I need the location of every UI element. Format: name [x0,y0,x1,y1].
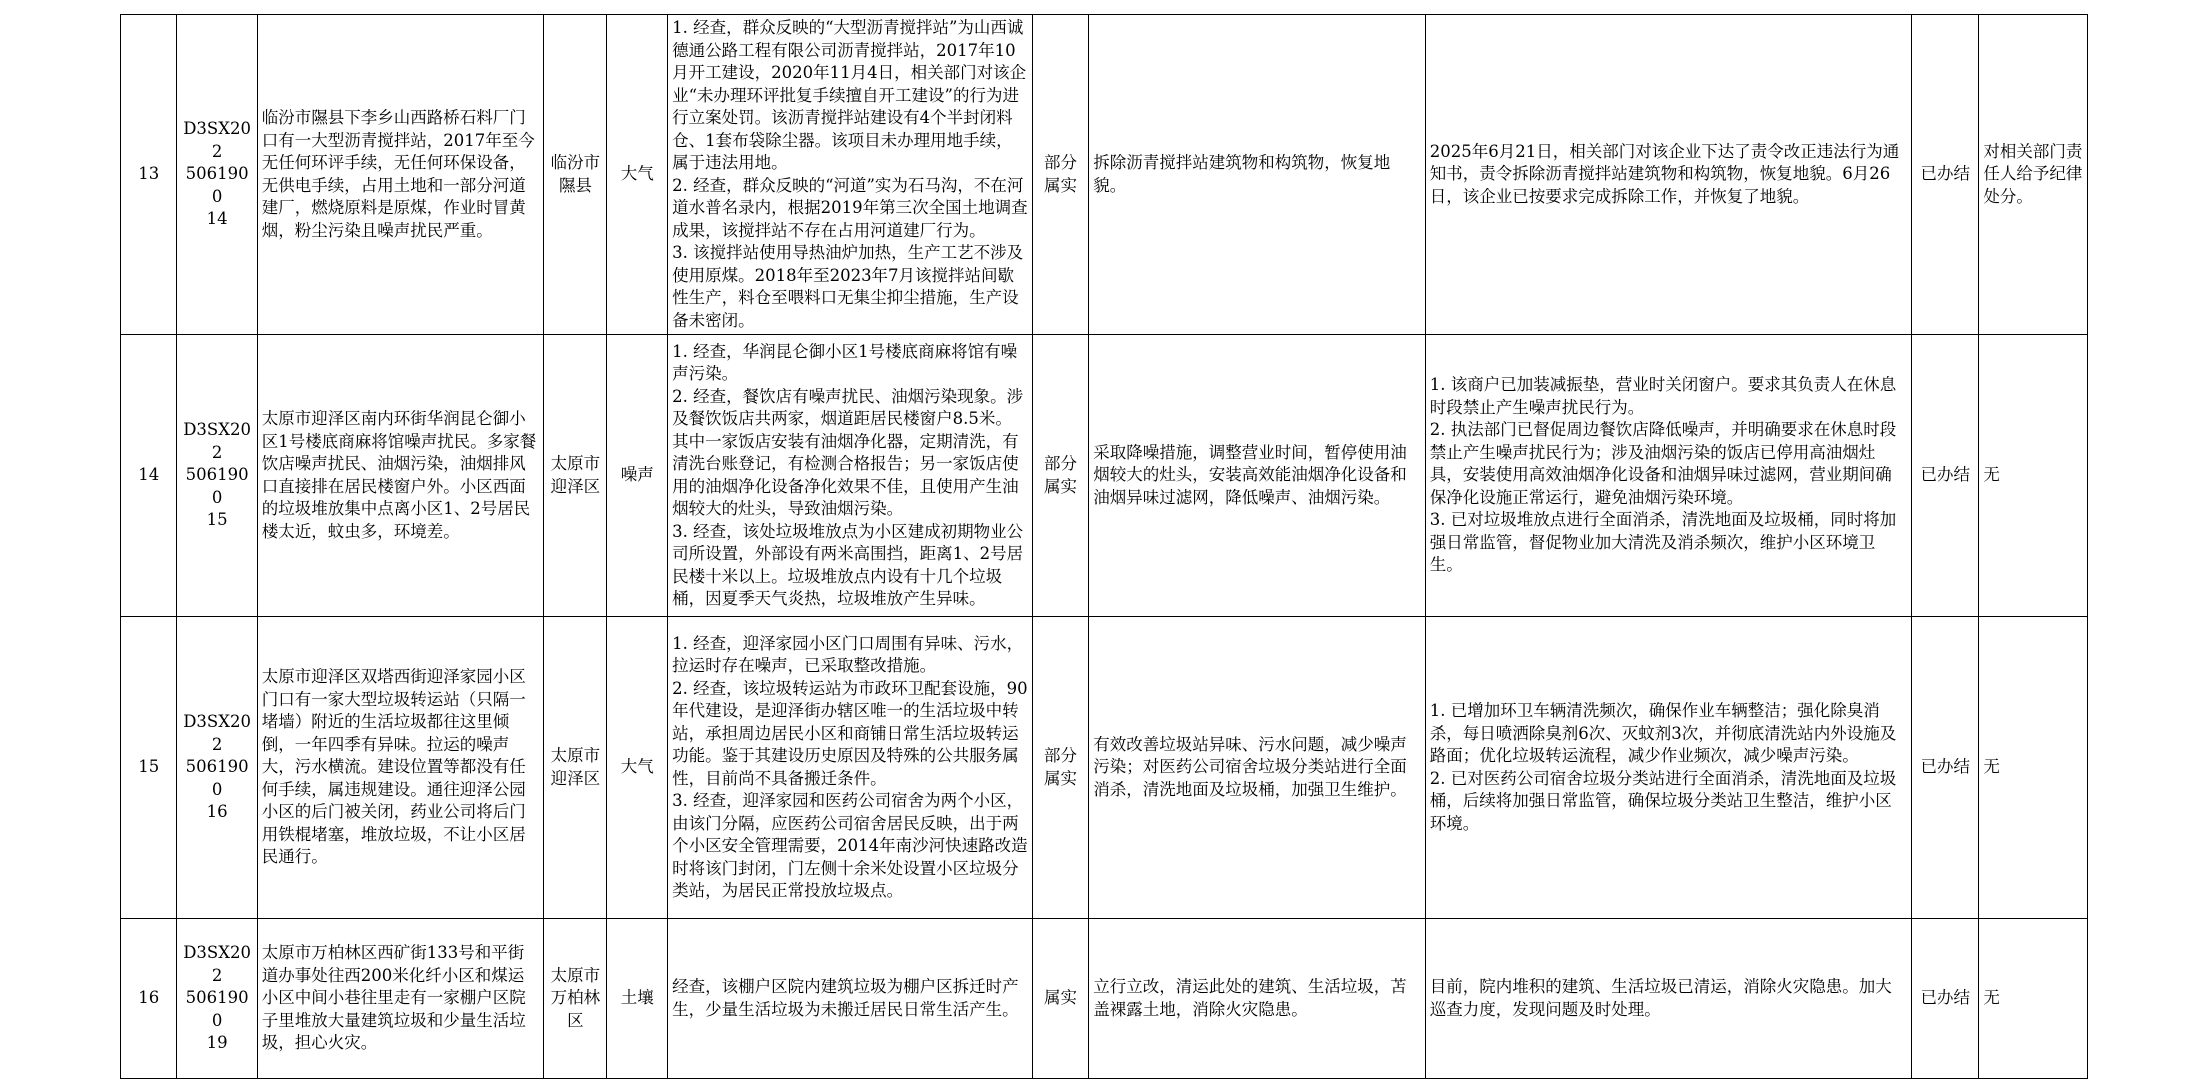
accountability: 无 [1979,919,2088,1079]
pollution-type: 大气 [607,617,668,919]
pollution-type: 噪声 [607,335,668,617]
pollution-type: 大气 [607,15,668,335]
case-code: D3SX202 5061900 14 [177,15,257,335]
progress: 2025年6月21日，相关部门对该企业下达了责令改正违法行为通知书，责令拆除沥青搅拌站建筑物和构筑物，恢复地貌。6月26日，该企业已按要求完成拆除工作，并恢复了地貌。 [1425,15,1911,335]
complaint-content: 临汾市隰县下李乡山西路桥石料厂门口有一大型沥青搅拌站，2017年至今无任何环评手续，无任何环保设备，无供电手续，占用土地和一部分河道建厂，燃烧原料是原煤，作业时冒黄烟，粉尘污染且噪声扰民严重。 [257,15,544,335]
verdict: 属实 [1032,919,1088,1079]
row-number: 14 [121,335,177,617]
rectification-measures: 有效改善垃圾站异味、污水问题，减少噪声污染；对医药公司宿舍垃圾分类站进行全面消杀，清洗地面及垃圾桶，加强卫生维护。 [1089,617,1426,919]
investigation-findings: 1. 经查，群众反映的“大型沥青搅拌站”为山西诚德通公路工程有限公司沥青搅拌站，2017年10月开工建设，2020年11月4日，相关部门对该企业“未办理环评批复手续擅自开工建设”的行为进行立案处罚。该沥青搅拌站建设有4个半封闭料仓、1套布袋除尘器。该项目未办理用地手续，属于违法用地。 2. 经查，群众反映的“河道”实为石马沟，不在河道水普名录内，根据2019年第三次全国土地调查成果，该搅拌站不存在占用河道建厂行为。 3. 该搅拌站使用导热油炉加热，生产工艺不涉及使用原煤。2018年至2023年7月该搅拌站间歇性生产，料仓至喂料口无集尘抑尘措施，生产设备未密闭。 [668,15,1033,335]
accountability: 无 [1979,617,2088,919]
progress: 1. 该商户已加装减振垫，营业时关闭窗户。要求其负责人在休息时段禁止产生噪声扰民行为。 2. 执法部门已督促周边餐饮店降低噪声，并明确要求在休息时段禁止产生噪声扰民行为；涉及油烟污染的饭店已停用高油烟灶具，安装使用高效油烟净化设备和油烟异味过滤网，营业期间确保净化设施正常运行，避免油烟污染环境。 3. 已对垃圾堆放点进行全面消杀，清洗地面及垃圾桶，同时将加强日常监管，督促物业加大清洗及消杀频次，维护小区环境卫生。 [1425,335,1911,617]
case-code: D3SX202 5061900 15 [177,335,257,617]
case-table [120,14,2088,1079]
status: 已办结 [1912,335,1979,617]
table-row [121,617,2088,919]
location: 临汾市隰县 [544,15,607,335]
verdict: 部分属实 [1032,335,1088,617]
verdict: 部分属实 [1032,15,1088,335]
row-number: 16 [121,919,177,1079]
status: 已办结 [1912,15,1979,335]
location: 太原市迎泽区 [544,335,607,617]
accountability: 对相关部门责任人给予纪律处分。 [1979,15,2088,335]
progress: 1. 已增加环卫车辆清洗频次，确保作业车辆整洁；强化除臭消杀，每日喷洒除臭剂6次、灭蚊剂3次，并彻底清洗站内外设施及路面；优化垃圾转运流程，减少作业频次，减少噪声污染。 2. 已对医药公司宿舍垃圾分类站进行全面消杀，清洗地面及垃圾桶，后续将加强日常监管，确保垃圾分类站卫生整洁，维护小区环境。 [1425,617,1911,919]
investigation-findings: 1. 经查，华润昆仑御小区1号楼底商麻将馆有噪声污染。 2. 经查，餐饮店有噪声扰民、油烟污染现象。涉及餐饮饭店共两家，烟道距居民楼窗户8.5米。其中一家饭店安装有油烟净化器，定期清洗，有清洗台账登记，有检测合格报告；另一家饭店使用的油烟净化设备净化效果不佳，且使用产生油烟较大的灶头，导致油烟污染。 3. 经查，该处垃圾堆放点为小区建成初期物业公司所设置，外部设有两米高围挡，距离1、2号居民楼十米以上。垃圾堆放点内设有十几个垃圾桶，因夏季天气炎热，垃圾堆放产生异味。 [668,335,1033,617]
complaint-content: 太原市迎泽区南内环街华润昆仑御小区1号楼底商麻将馆噪声扰民。多家餐饮店噪声扰民、油烟污染，油烟排风口直接排在居民楼窗户外。小区西面的垃圾堆放集中点离小区1、2号居民楼太近，蚊虫多，环境差。 [257,335,544,617]
rectification-measures: 立行立改，清运此处的建筑、生活垃圾，苫盖裸露土地，消除火灾隐患。 [1089,919,1426,1079]
table-row [121,15,2088,335]
investigation-findings: 经查，该棚户区院内建筑垃圾为棚户区拆迁时产生，少量生活垃圾为未搬迁居民日常生活产生。 [668,919,1033,1079]
location: 太原市万柏林区 [544,919,607,1079]
rectification-measures: 拆除沥青搅拌站建筑物和构筑物，恢复地貌。 [1089,15,1426,335]
status: 已办结 [1912,919,1979,1079]
row-number: 15 [121,617,177,919]
complaint-content: 太原市迎泽区双塔西街迎泽家园小区门口有一家大型垃圾转运站（只隔一堵墙）附近的生活垃圾都往这里倾倒，一年四季有异味。拉运的噪声大，污水横流。建设位置等都没有任何手续，属违规建设。通往迎泽公园小区的后门被关闭，药业公司将后门用铁棍堵塞，堆放垃圾，不让小区居民通行。 [257,617,544,919]
verdict: 部分属实 [1032,617,1088,919]
pollution-type: 土壤 [607,919,668,1079]
investigation-findings: 1. 经查，迎泽家园小区门口周围有异味、污水，拉运时存在噪声，已采取整改措施。 2. 经查，该垃圾转运站为市政环卫配套设施，90年代建设，是迎泽街办辖区唯一的生活垃圾中转站，承担周边居民小区和商铺日常生活垃圾转运功能。鉴于其建设历史原因及特殊的公共服务属性，目前尚不具备搬迁条件。 3. 经查，迎泽家园和医药公司宿舍为两个小区，由该门分隔，应医药公司宿舍居民反映，出于两个小区安全管理需要，2014年南沙河快速路改造时将该门封闭，门左侧十余米处设置小区垃圾分类站，为居民正常投放垃圾点。 [668,617,1033,919]
accountability: 无 [1979,335,2088,617]
table-row [121,335,2088,617]
case-code: D3SX202 5061900 19 [177,919,257,1079]
progress: 目前，院内堆积的建筑、生活垃圾已清运，消除火灾隐患。加大巡查力度，发现问题及时处理。 [1425,919,1911,1079]
case-code: D3SX202 5061900 16 [177,617,257,919]
location: 太原市迎泽区 [544,617,607,919]
row-number: 13 [121,15,177,335]
table-row [121,919,2088,1079]
rectification-measures: 采取降噪措施，调整营业时间，暂停使用油烟较大的灶头，安装高效能油烟净化设备和油烟异味过滤网，降低噪声、油烟污染。 [1089,335,1426,617]
status: 已办结 [1912,617,1979,919]
complaint-content: 太原市万柏林区西矿街133号和平街道办事处往西200米化纤小区和煤运小区中间小巷往里走有一家棚户区院子里堆放大量建筑垃圾和少量生活垃圾，担心火灾。 [257,919,544,1079]
